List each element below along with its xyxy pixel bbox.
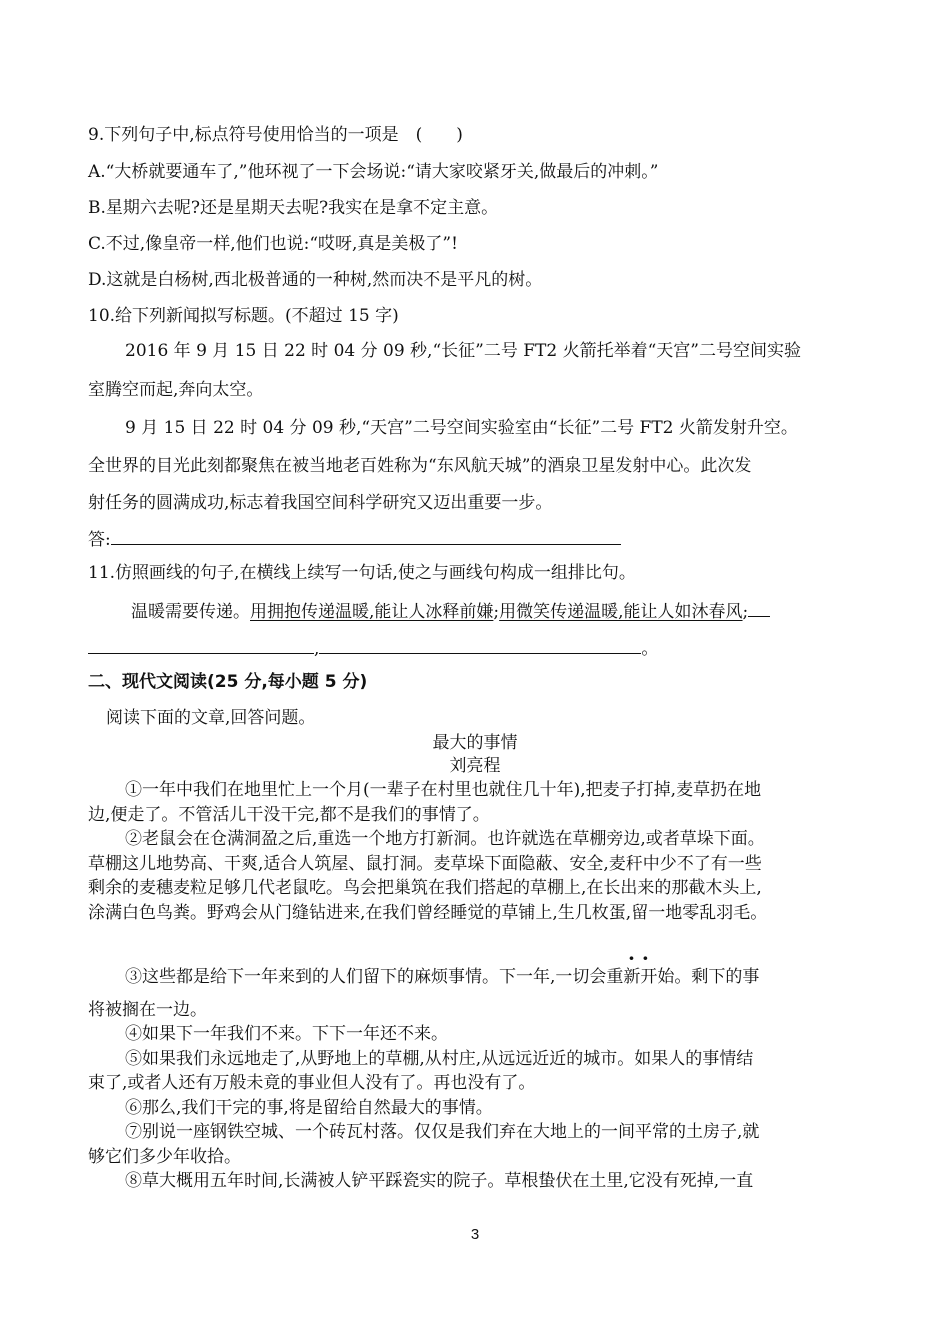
answer-label: 答: — [88, 530, 111, 550]
article-line: ⑦别说一座钢铁空城、一个砖瓦村落。仅仅是我们弃在大地上的一间平常的土房子,就 — [125, 1122, 760, 1142]
article-line: ⑧草大概用五年时间,长满被人铲平踩瓷实的院子。草根蛰伏在土里,它没有死掉,一直 — [125, 1171, 754, 1191]
article-line: 够它们多少年收拾。 — [88, 1147, 241, 1167]
q10-news-line: 9 月 15 日 22 时 04 分 09 秒,“天宫”二号空间实验室由“长征”二号 FT2 火箭发射升空。 — [125, 418, 798, 438]
q10-question: 10.给下列新闻拟写标题。(不超过 15 字) — [88, 306, 399, 326]
article-line: ⑥那么,我们干完的事,将是留给自然最大的事情。 — [125, 1098, 493, 1118]
answer-blank[interactable] — [111, 527, 621, 545]
q10-answer-line — [88, 527, 621, 551]
article-line: 草棚这儿地势高、干爽,适合人筑屋、鼠打洞。麦草垛下面隐蔽、安全,麦秆中少不了有一些 — [88, 854, 762, 874]
q10-news-line: 室腾空而起,奔向太空。 — [88, 380, 264, 400]
q11-question: 11.仿照画线的句子,在横线上续写一句话,使之与画线句构成一组排比句。 — [88, 563, 636, 583]
page-number: 3 — [470, 1226, 480, 1243]
q11-separator: ; — [742, 602, 749, 622]
article-line: ④如果下一年我们不来。下下一年还不来。 — [125, 1024, 448, 1044]
article-title: 最大的事情 — [432, 733, 518, 753]
q10-news-line: 全世界的目光此刻都聚焦在被当地老百姓称为“东风航天城”的酒泉卫星发射中心。此次发 — [88, 456, 752, 476]
q11-blank-line — [88, 636, 658, 660]
article-line: ⑤如果我们永远地走了,从野地上的草棚,从村庄,从远远近近的城市。如果人的事情结 — [125, 1049, 754, 1069]
q9-option-a: A.“大桥就要通车了,”他环视了一下会场说:“请大家咬紧牙关,做最后的冲刺。” — [88, 162, 659, 182]
q9-option-c: C.不过,像皇帝一样,他们也说:“哎呀,真是美极了”! — [88, 234, 458, 254]
q9-option-d: D.这就是白杨树,西北极普通的一种树,然而决不是平凡的树。 — [88, 270, 543, 290]
article-line: 将被搁在一边。 — [88, 1000, 207, 1020]
q11-separator: ; — [493, 602, 500, 622]
q11-answer-blank[interactable] — [319, 636, 641, 654]
article-line: 束了,或者人还有万般未竟的事业但人没有了。再也没有了。 — [88, 1073, 536, 1093]
article-line: 边,便走了。不管活儿干没干完,都不是我们的事情了。 — [88, 805, 490, 825]
article-line: 涂满白色鸟粪。野鸡会从门缝钻进来,在我们曾经睡觉的草铺上,生几枚蛋,留一地零乱羽毛。 — [88, 903, 768, 923]
q11-underlined-sentence: 用拥抱传递温暖,能让人冰释前嫌 — [250, 602, 494, 622]
article-line: ②老鼠会在仓满洞盈之后,重选一个地方打新洞。也许就选在草棚旁边,或者草垛下面。 — [125, 829, 765, 849]
article-author: 刘亮程 — [449, 756, 501, 776]
section-instruction: 阅读下面的文章,回答问题。 — [106, 708, 316, 728]
q9-option-b: B.星期六去呢?还是星期天去呢?我实在是拿不定主意。 — [88, 198, 499, 218]
section-heading: 二、现代文阅读(25 分,每小题 5 分) — [88, 672, 368, 692]
q10-news-line: 2016 年 9 月 15 日 22 时 04 分 09 秒,“长征”二号 FT2 火箭托举着“天宫”二号空间实验 — [125, 341, 801, 361]
q11-lead: 温暖需要传递。 — [131, 602, 250, 622]
q11-comma: , — [314, 639, 320, 659]
q11-underlined-sentence: 用微笑传递温暖,能让人如沐春风 — [499, 602, 743, 622]
q11-end: 。 — [641, 639, 659, 659]
article-line: ①一年中我们在地里忙上一个月(一辈子在村里也就住几十年),把麦子打掉,麦草扔在地 — [125, 780, 762, 800]
q11-answer-blank[interactable] — [748, 599, 770, 617]
q11-example-line — [131, 599, 770, 623]
q11-answer-blank[interactable] — [88, 636, 314, 654]
article-line: 剩余的麦穗麦粒足够几代老鼠吃。鸟会把巢筑在我们搭起的草棚上,在长出来的那截木头上, — [88, 878, 762, 898]
q10-news-line: 射任务的圆满成功,标志着我国空间科学研究又迈出重要一步。 — [88, 493, 553, 513]
article-line: ③这些都是给下一年来到的人们留下的麻烦事情。下一年,一切会重新开始。剩下的事 — [125, 967, 760, 987]
emphasis-dots: · · — [628, 946, 649, 970]
q9-question: 9.下列句子中,标点符号使用恰当的一项是 ( ) — [88, 125, 463, 145]
